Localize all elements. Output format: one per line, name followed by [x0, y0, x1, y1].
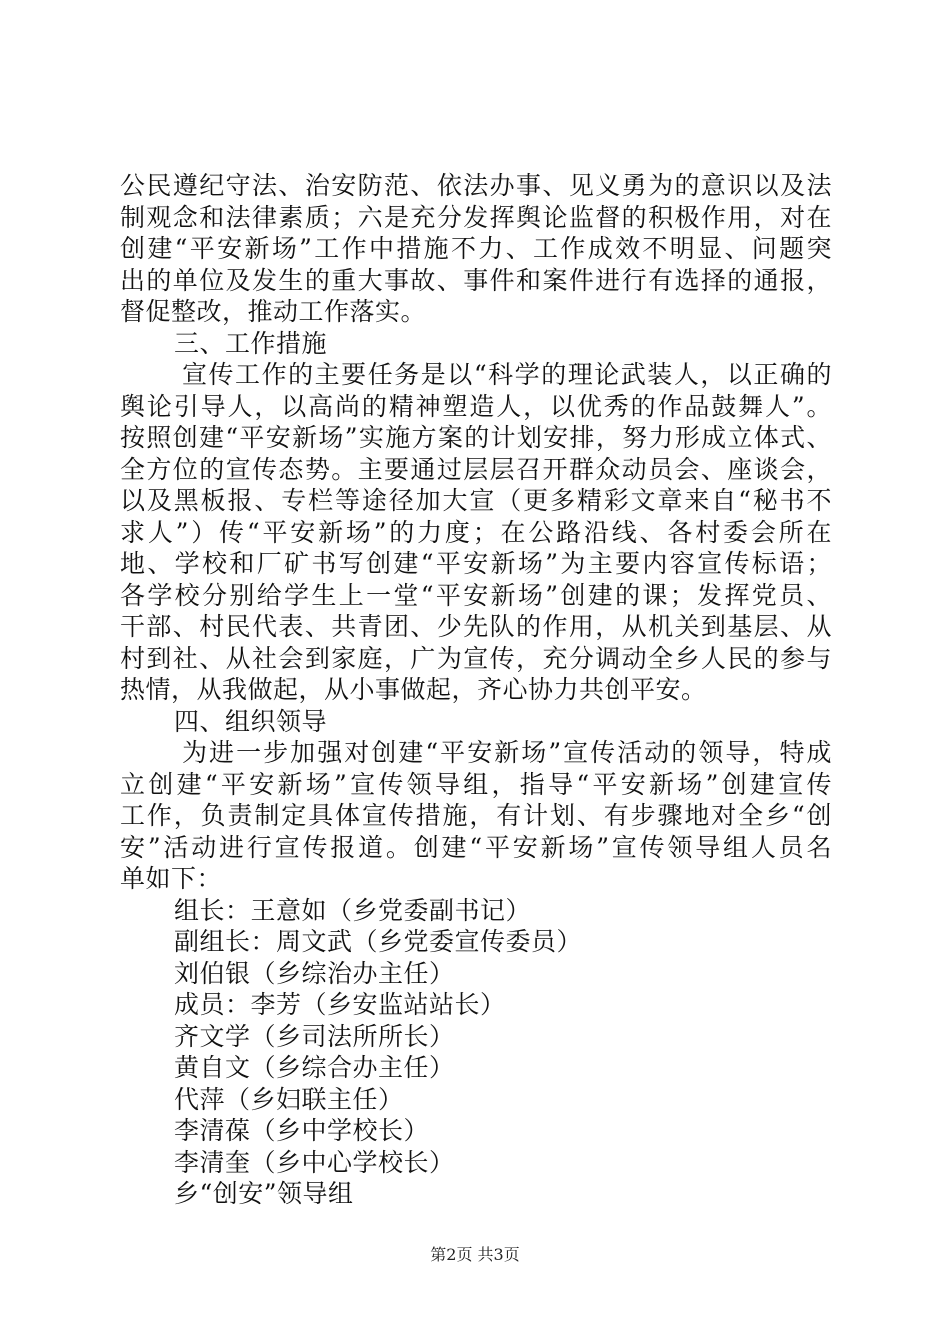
member-item: 李清葆（乡中学校长）: [174, 1116, 430, 1145]
section3-line: 舆论引导人，以高尚的精神塑造人，以优秀的作品鼓舞人”。: [120, 391, 832, 421]
section3-line: 各学校分别给学生上一堂“平安新场”创建的课；发挥党员、: [120, 580, 832, 610]
section3-line: 地、学校和厂矿书写创建“平安新场”为主要内容宣传标语；: [120, 549, 832, 578]
member-item: 李清奎（乡中心学校长）: [174, 1147, 455, 1177]
member-item: 成员：李芳（乡安监站站长）: [174, 990, 506, 1019]
body-line: 出的单位及发生的重大事故、事件和案件进行有选择的通报，: [120, 265, 832, 295]
section3-line: 干部、村民代表、共青团、少先队的作用，从机关到基层、从: [120, 612, 832, 641]
section-heading: 三、工作措施: [174, 328, 328, 358]
section3-line: 全方位的宣传态势。主要通过层层召开群众动员会、座谈会，: [120, 454, 832, 484]
body-line: 制观念和法律素质；六是充分发挥舆论监督的积极作用，对在: [120, 202, 832, 232]
member-item: 刘伯银（乡综治办主任）: [174, 958, 455, 988]
section3-line: 以及黑板报、专栏等途径加大宣（更多精彩文章来自“秘书不: [120, 486, 832, 515]
page-number-footer: 第2页 共3页: [430, 1245, 520, 1264]
member-item: 代萍（乡妇联主任）: [174, 1084, 404, 1114]
member-item: 黄自文（乡综合办主任）: [174, 1053, 455, 1082]
section4-line: 为进一步加强对创建“平安新场”宣传活动的领导，特成: [182, 738, 832, 767]
member-item: 副组长：周文武（乡党委宣传委员）: [174, 927, 583, 956]
section4-line: 工作，负责制定具体宣传措施，有计划、有步骤地对全乡“创: [120, 801, 832, 830]
section4-line: 单如下：: [120, 864, 223, 893]
member-item: 组长：王意如（乡党委副书记）: [174, 895, 532, 925]
document-body: [120, 170, 832, 1210]
member-item: 齐文学（乡司法所所长）: [174, 1021, 455, 1051]
body-line: 公民遵纪守法、治安防范、依法办事、见义勇为的意识以及法: [120, 171, 832, 200]
member-item: 乡“创安”领导组: [174, 1179, 354, 1208]
body-line: 督促整改，推动工作落实。: [120, 297, 427, 326]
section3-line: 按照创建“平安新场”实施方案的计划安排，努力形成立体式、: [120, 423, 832, 452]
section3-line: 热情，从我做起，从小事做起，齐心协力共创平安。: [120, 675, 707, 704]
section4-line: 立创建“平安新场”宣传领导组，指导“平安新场”创建宣传: [120, 769, 832, 799]
section3-line: 求人”）传“平安新场”的力度；在公路沿线、各村委会所在: [120, 517, 832, 547]
section3-line: 宣传工作的主要任务是以“科学的理论武装人，以正确的: [182, 360, 832, 389]
body-line: 创建“平安新场”工作中措施不力、工作成效不明显、问题突: [120, 234, 832, 263]
section4-line: 安”活动进行宣传报道。创建“平安新场”宣传领导组人员名: [120, 832, 832, 862]
section-heading: 四、组织领导: [174, 706, 328, 736]
section3-line: 村到社、从社会到家庭，广为宣传，充分调动全乡人民的参与: [120, 643, 832, 673]
